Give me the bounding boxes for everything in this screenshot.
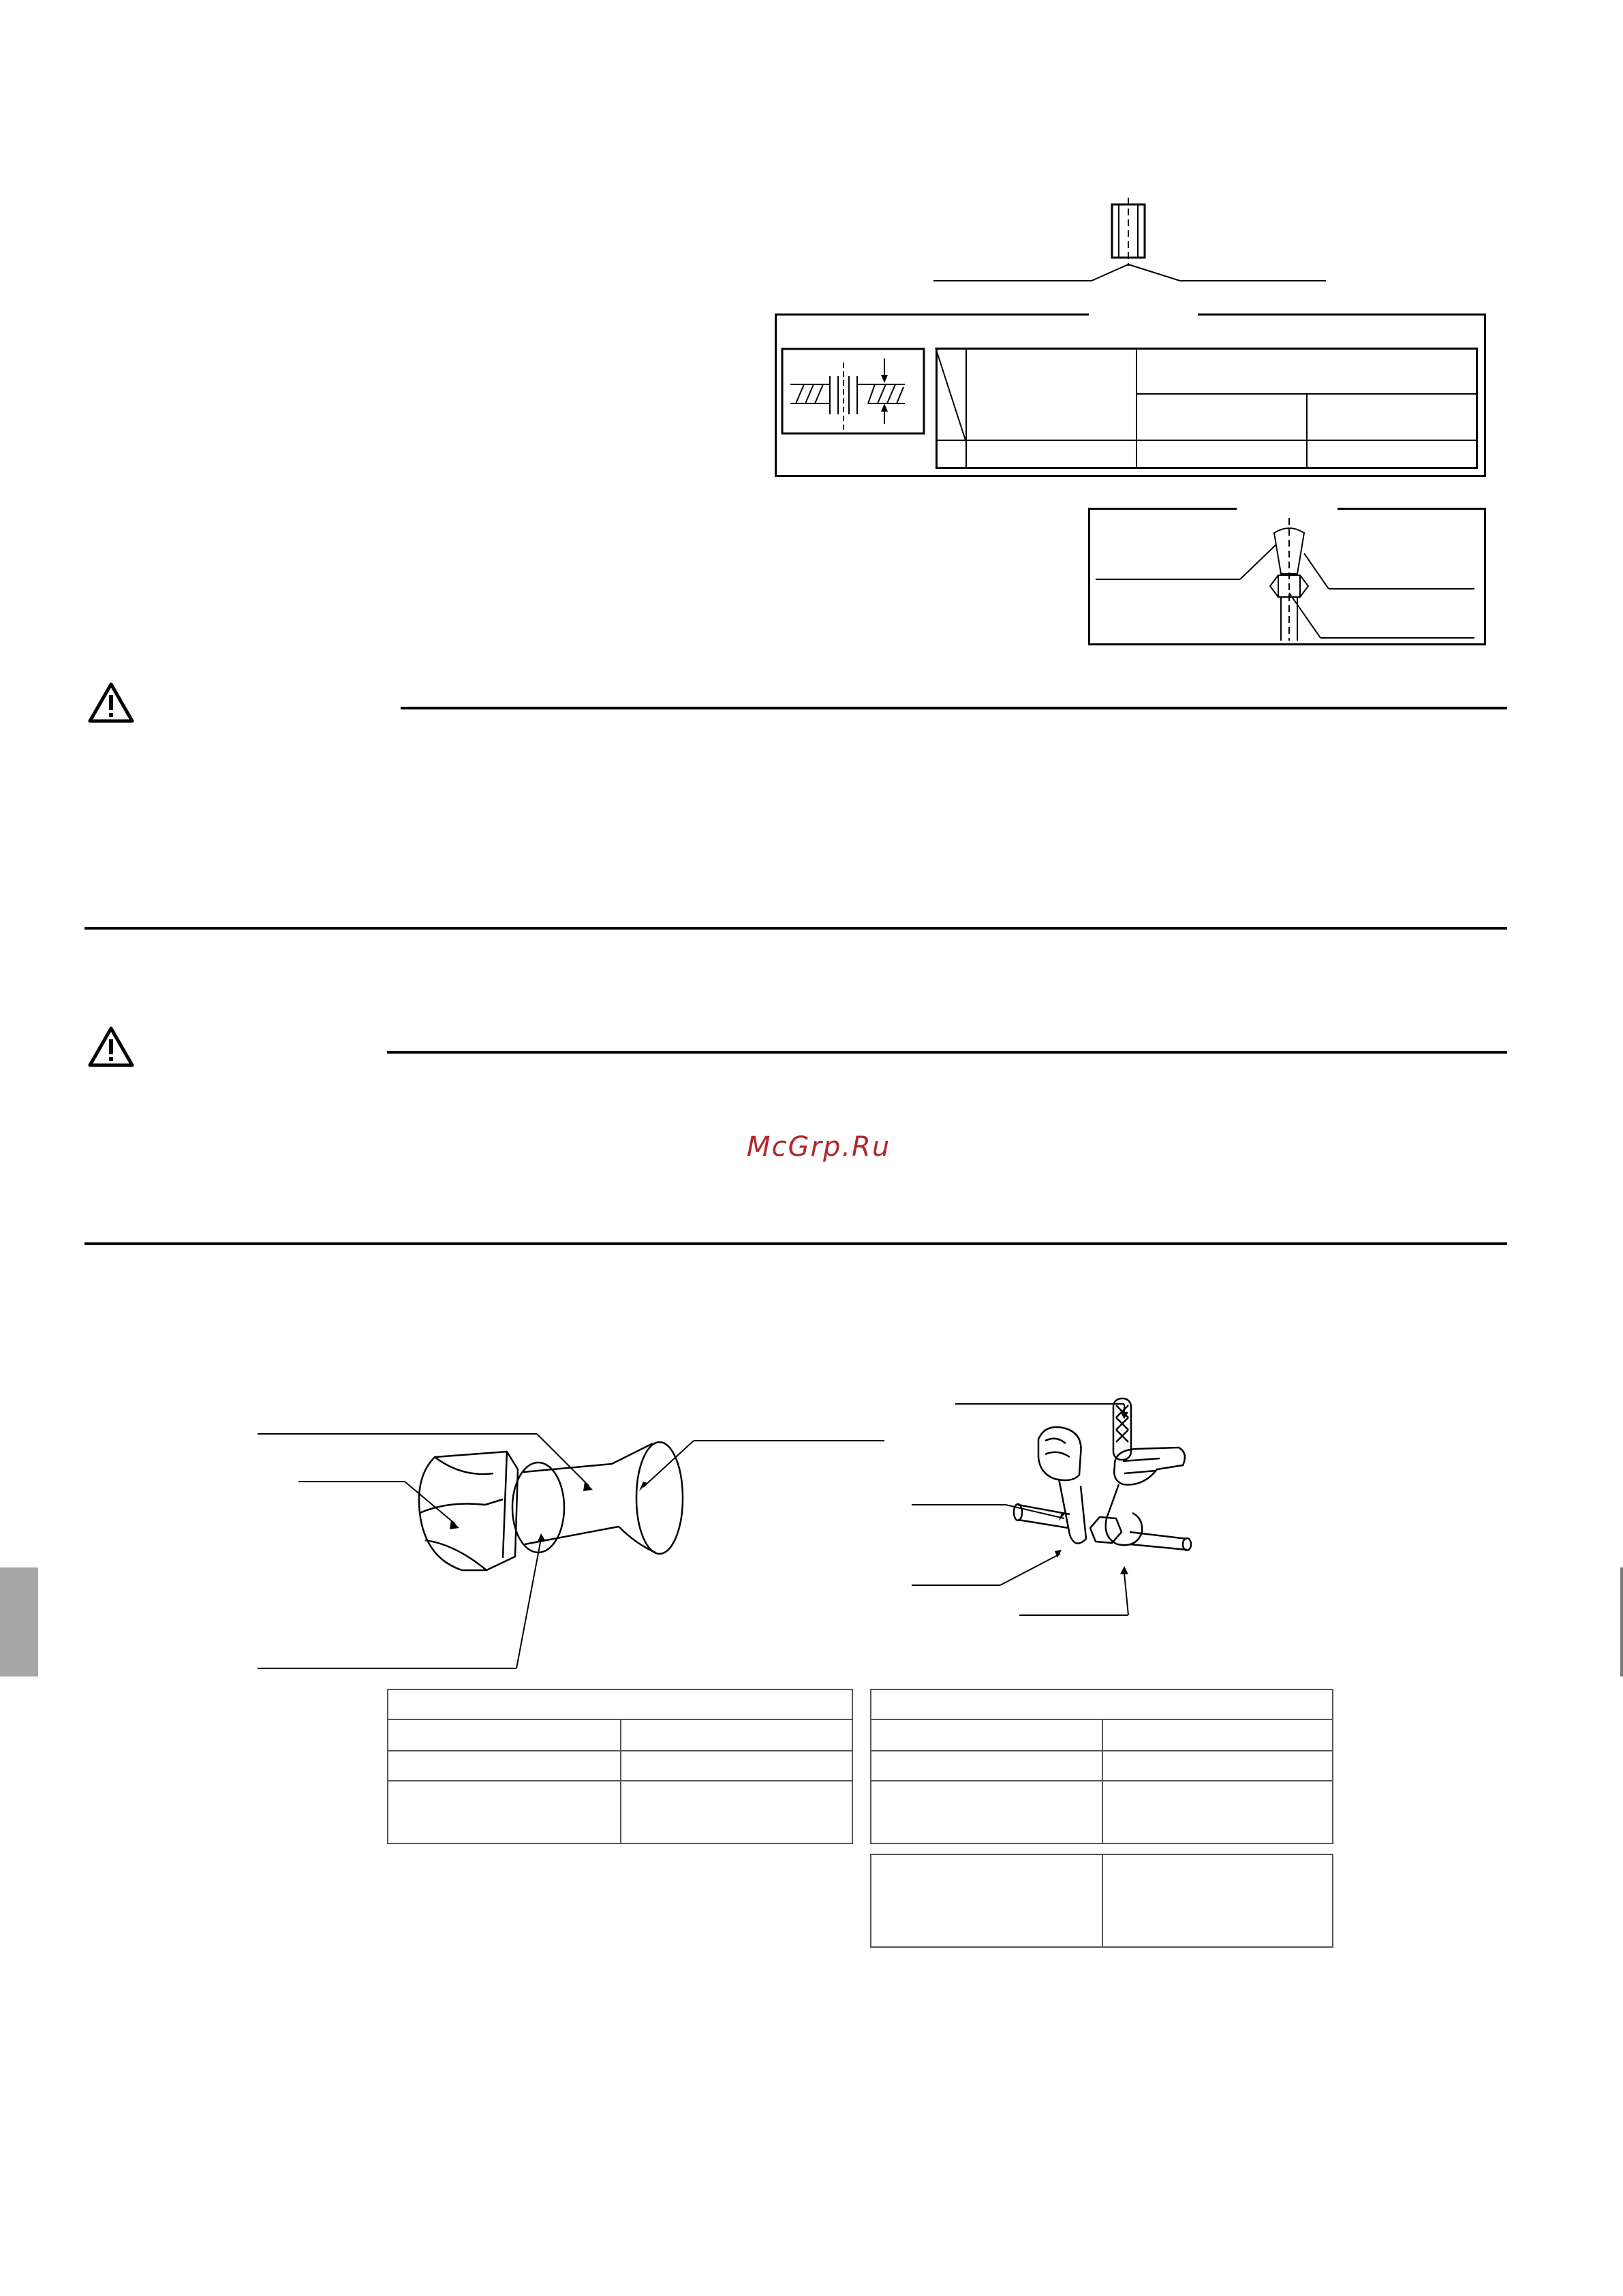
right-edge-mark bbox=[1620, 1567, 1623, 1677]
watermark-text: McGrp.Ru bbox=[747, 1131, 891, 1163]
caution-1-title-rule bbox=[401, 707, 1507, 709]
warning-triangle-icon bbox=[87, 1026, 135, 1068]
flare-table-corner-diagonal bbox=[936, 348, 965, 440]
torque-table-right-col bbox=[1102, 1719, 1103, 1844]
caution-2-bottom-rule bbox=[84, 1242, 1507, 1245]
box-title-gap-2 bbox=[1237, 504, 1338, 512]
gray-side-tab bbox=[0, 1567, 38, 1677]
caution-1-bottom-rule bbox=[84, 927, 1507, 930]
flare-table-col-3 bbox=[1306, 393, 1308, 469]
torque-table-right-lower-col bbox=[1102, 1854, 1103, 1948]
flare-table-row-1 bbox=[1136, 393, 1478, 395]
flare-nut-drawing bbox=[258, 1424, 884, 1677]
flare-nut-check-drawing bbox=[1096, 518, 1481, 642]
flare-table-row-2 bbox=[936, 440, 1478, 441]
flare-table bbox=[936, 348, 1478, 469]
flare-table-col-1 bbox=[965, 348, 967, 469]
flare-section-drawing bbox=[782, 349, 925, 435]
warning-triangle-icon bbox=[87, 682, 135, 724]
pipe-end-drawing bbox=[933, 198, 1329, 286]
two-spanners-drawing bbox=[912, 1398, 1320, 1623]
box-title-gap bbox=[1089, 310, 1198, 318]
torque-table-left-col bbox=[620, 1719, 621, 1844]
caution-2-title-rule bbox=[387, 1051, 1507, 1054]
flare-table-col-2 bbox=[1136, 348, 1137, 469]
